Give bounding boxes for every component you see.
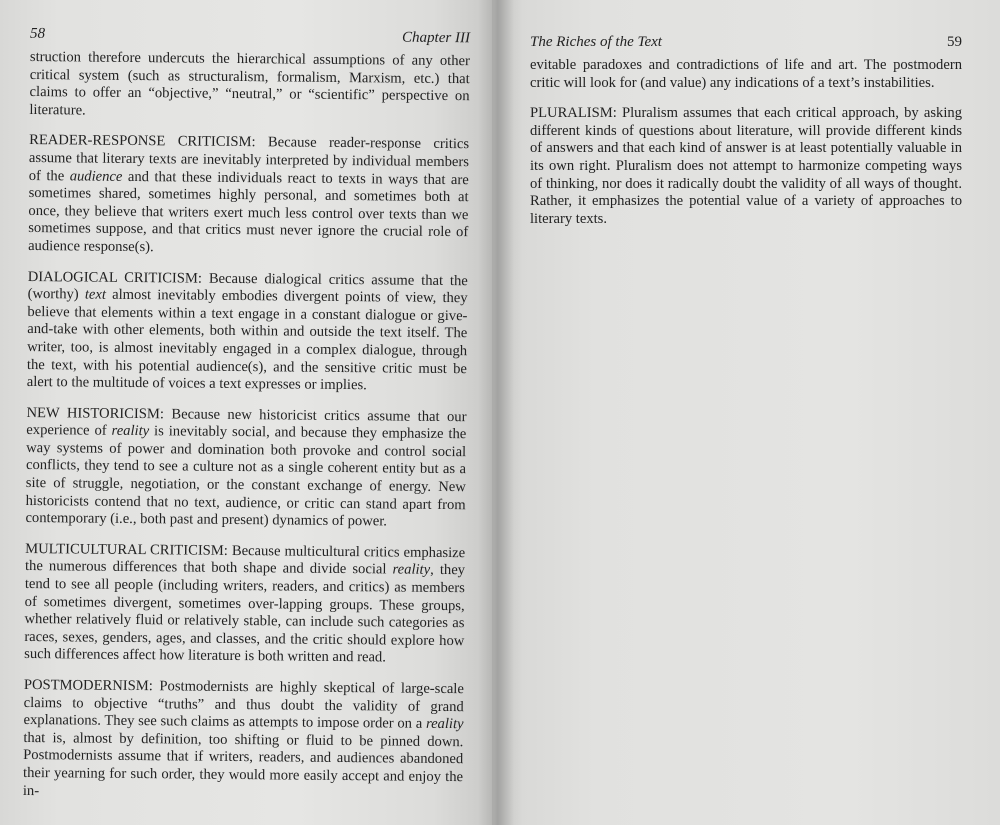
entry-multicultural [24,541,465,668]
entry-text: Because multicultural critics emphasize the numerous differences that both shape and divide social [24,542,466,578]
entry-term: MULTICULTURAL CRITICISM: [25,540,228,559]
continuation-paragraph: struction therefore undercuts the hierarchical assumptions of any other critical system (such as structuralism, formalism, Marxism, etc.) that claims to offer an “objective,” “neutral,” or “scientific” perspective on literature. [29,49,470,119]
entry-text: Because reader-response critics assume that literary texts are inevitably interpreted by individual members of the [28,134,470,184]
entry-text: that is, almost by definition, too shifting or fluid to be pinned down. Postmodernists assume that if writers, readers, and audiences abandoned their yearning for such order, they would more easily accept and enjoy the in- [22,729,464,799]
entry-term: DIALOGICAL CRITICISM: [27,268,203,287]
right-chapter-title: The Riches of the Text [530,34,662,50]
entry-term: POSTMODERNISM: [23,676,153,695]
right-page [492,0,1000,825]
right-text-block [530,57,962,228]
entry-text: is inevitably social, and because they emphasize the way systems of power and domination both provoke and control social conflicts, they tend to see a culture not as a single coherent entity but as a site of struggle, negotiation, or the constant exchange of energy. New historicists contend that no text, audience, or critic can stand apart from contemporary (i.e., both past and present) dynamics of power. [25,423,467,530]
entry-term: READER-RESPONSE CRITICISM: [29,132,256,151]
entry-text: and that these individuals react to texts in ways that are sometimes shared, sometimes highly personal, and sometimes both at once, they believe that writers exert much less control over texts than we sometimes suppose, and that critics must never ignore the crucial role of audience response(s). [28,168,469,256]
entry-text: Postmodernists are highly skeptical of large-scale claims to objective “truths” and thus doubt the validity of grand explanations. They see such claims as attempts to impose order on a [23,678,464,733]
entry-pluralism [530,105,962,228]
entry-text: Because new historicist critics assume that our experience of [26,405,467,440]
right-running-head [530,34,962,51]
entry-text: almost inevitably embodies divergent points of view, they believe that elements within a text engage in a constant dialogue or give-and-take with other elements, both within and outside the text itself. The writer, too, is almost inevitably engaged in a complex dialogue, through the text, with his potential audience(s), and the sensitive critic must be alert to the multitude of voices a text expresses or implies. [26,286,468,394]
entry-emphasis: reality [425,716,464,733]
entry-term: NEW HISTORICISM: [26,404,165,422]
entry-emphasis: reality [111,423,150,440]
entry-text: , they tend to see all people (including writers, readers, and critics) as members of sometimes divergent, sometimes over-lapping groups. These groups, whether relatively fluid or relatively stable, can include such categories as races, sexes, genders, ages, and classes, and the critic should explore how such differences affect how literature is both written and read. [24,562,466,666]
left-chapter-title: Chapter III [402,29,471,47]
entry-new-historicism [25,405,466,532]
entry-emphasis: text [84,286,107,303]
entry-postmodernism [23,677,464,804]
entry-term: PLURALISM: [530,105,617,122]
continuation-paragraph: evitable paradoxes and contradictions of life and art. The postmodern critic will look for (and value) any indications of a text’s instabilities. [530,57,962,91]
entry-emphasis: reality [392,561,431,579]
left-running-head [30,26,470,48]
entry-emphasis: audience [69,167,123,185]
entry-text: Because dialogical critics assume that the (worthy) [27,270,468,303]
right-page-number: 59 [947,34,962,50]
entry-text: Pluralism assumes that each critical approach, by asking different kinds of questions about literature, will provide different kinds of answers and that each kind of answer is at least potentially valuable in its own right. Pluralism does not attempt to harmonize competing ways of thinking, nor does it radically doubt the validity of all ways of thought. Rather, it emphasizes the potential value of a variety of approaches to literary texts. [530,105,962,227]
left-page [0,0,492,825]
left-text-block [23,49,470,804]
entry-reader-response [28,132,469,259]
entry-dialogical [27,269,468,396]
left-page-number: 58 [29,25,46,42]
